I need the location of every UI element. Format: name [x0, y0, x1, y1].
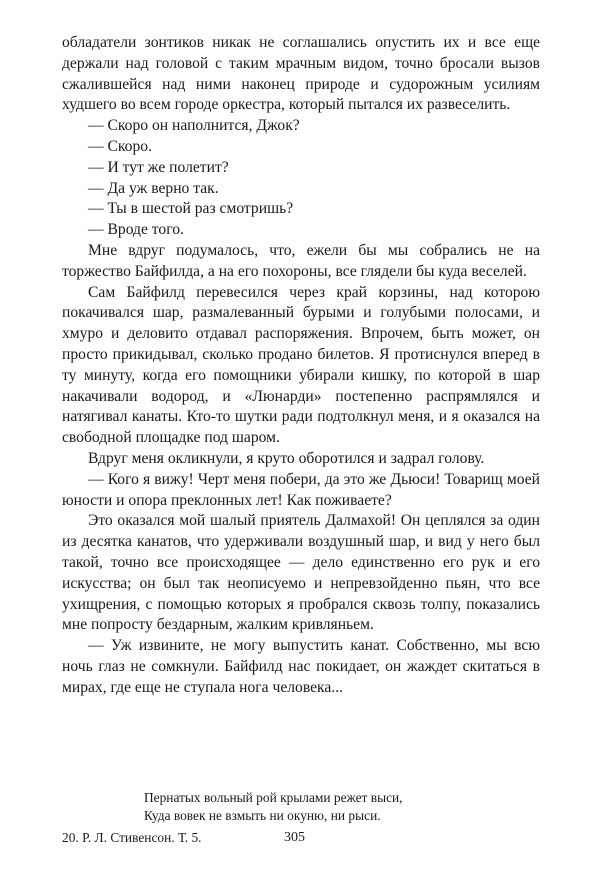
verse-line: Пернатых вольный рой крылами режет выси,: [144, 790, 403, 805]
verse-line: Куда вовек не взмыть ни окуню, ни рыси.: [144, 808, 381, 823]
paragraph: Вдруг меня окликнули, я круто оборотился и задрал голову.: [88, 449, 485, 467]
verse-quote: [144, 789, 474, 825]
paragraph: Мне вдруг подумалось, что, ежели бы мы собрались не на торжество Байфилда, а на его похороны, все глядели бы куда веселей.: [62, 241, 540, 280]
paragraph: Это оказался мой шалый приятель Далмахой! Он цеплялся за один из десятка канатов, что удерживали воздушный шар, и вид у него был такой, точно все происходящее — дело единственно его рук и его искусства; он был так неописуемо и непревзойденно пьян, что все ухищрения, с помощью которых я пробрался сквозь толпу, показались мне попросту бездарным, жалким кривляньем.: [62, 512, 540, 634]
dialogue-line: — Да уж верно так.: [88, 179, 219, 197]
dialogue-line: — Ты в шестой раз смотришь?: [88, 200, 294, 218]
page-number: 305: [284, 830, 305, 845]
dialogue-line: — Скоро.: [88, 137, 152, 155]
dialogue-line: — Скоро он наполнится, Джок?: [88, 117, 300, 135]
paragraph: — Уж извините, не могу выпустить канат. Собственно, мы всю ночь глаз не сомкнули. Байфилд нас покидает, он жаждет скитаться в мирах, где еще не ступала нога человека...: [62, 637, 540, 696]
signature-mark: 20. Р. Л. Стивенсон. Т. 5.: [62, 830, 202, 845]
dialogue-line: — Вроде того.: [88, 221, 184, 239]
paragraph: — Кого я вижу! Черт меня побери, да это же Дьюси! Товарищ моей юности и опора преклонных лет! Как поживаете?: [62, 470, 540, 509]
main-text: [62, 33, 540, 699]
paragraph: обладатели зонтиков никак не соглашались опустить их и все еще держали над головой с таким мрачным видом, точно бросали вызов сжалившейся над ними наконец природе и судорожным усилиям худшего во всем городе оркестра, который пытался их развеселить.: [62, 34, 540, 114]
paragraph: Сам Байфилд перевесился через край корзины, над которою покачивался шар, размалеванный бурыми и голубыми полосами, и хмуро и деловито отдавал распоряжения. Впрочем, быть может, он просто прикидывал, сколько продано билетов. Я протиснулся вперед в ту минуту, когда его помощники убирали кишку, по которой в шар накачивали водород, и «Люнарди» постепенно распрямлялся и натягивал канаты. Кто-то шутки ради подтолкнул меня, и я оказался на свободной площадке под шаром.: [62, 283, 540, 447]
dialogue-line: — И тут же полетит?: [88, 158, 229, 176]
